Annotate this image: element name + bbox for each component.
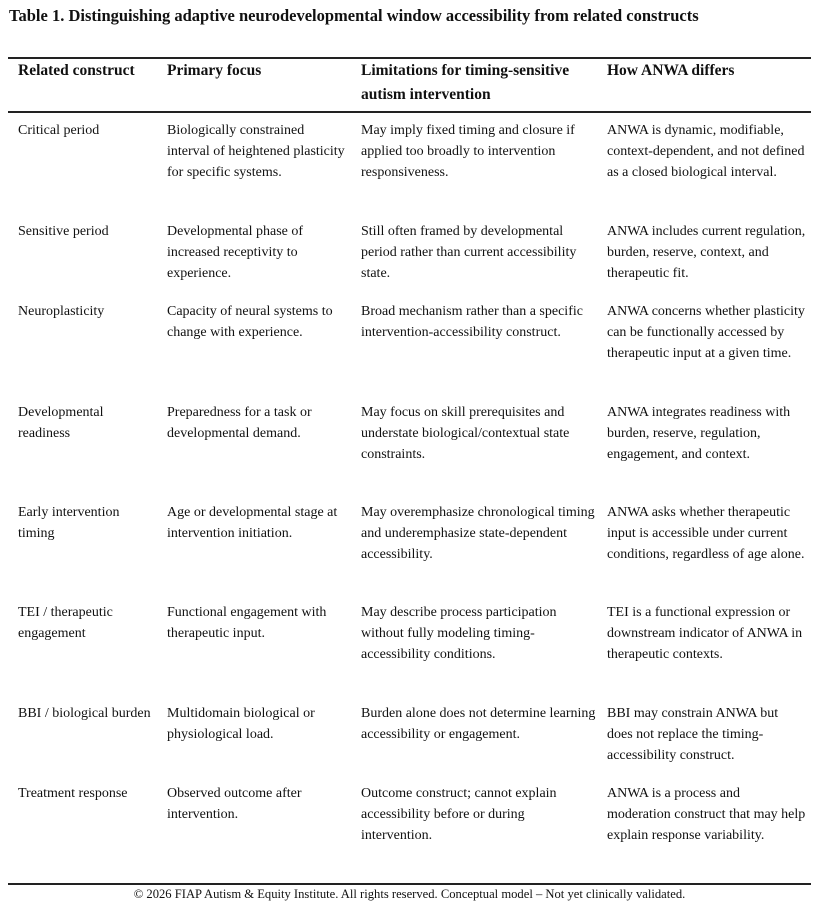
row-8-construct: Treatment response bbox=[18, 786, 128, 801]
row-3-primary-focus: Capacity of neural systems to change with experience. bbox=[167, 304, 333, 340]
row-5-primary-focus: Age or developmental stage at intervention initiation. bbox=[167, 505, 338, 541]
row-5-anwa-differs: ANWA asks whether therapeutic input is accessible under current conditions, regardless of age alone. bbox=[607, 505, 805, 562]
row-5-limitations: May overemphasize chronological timing and underemphasize state-dependent accessibility. bbox=[361, 505, 595, 562]
row-6-anwa-differs: TEI is a functional expression or downstream indicator of ANWA in therapeutic contexts. bbox=[607, 605, 803, 662]
row-3-limitations: Broad mechanism rather than a specific intervention-accessibility construct. bbox=[361, 304, 583, 340]
row-2-construct: Sensitive period bbox=[18, 224, 109, 239]
row-1-primary-focus: Biologically constrained interval of heightened plasticity for specific systems. bbox=[167, 123, 345, 180]
row-1-limitations: May imply fixed timing and closure if applied too broadly to intervention responsiveness. bbox=[361, 123, 575, 180]
row-2-limitations: Still often framed by developmental period rather than current accessibility state. bbox=[361, 224, 577, 281]
row-1-anwa-differs: ANWA is dynamic, modifiable, context-dependent, and not defined as a closed biological interval. bbox=[607, 123, 805, 180]
row-6-primary-focus: Functional engagement with therapeutic input. bbox=[167, 605, 327, 641]
table-title: Table 1. Distinguishing adaptive neurodevelopmental window accessibility from related constructs bbox=[9, 6, 699, 25]
row-3-construct: Neuroplasticity bbox=[18, 304, 105, 319]
row-7-anwa-differs: BBI may constrain ANWA but does not replace the timing-accessibility construct. bbox=[607, 706, 779, 763]
row-1-construct: Critical period bbox=[18, 123, 100, 138]
column-header-primary-focus: Primary focus bbox=[167, 62, 262, 79]
copyright-footer: © 2026 FIAP Autism & Equity Institute. All rights reserved. Conceptual model – Not yet clinically validated. bbox=[133, 887, 686, 901]
row-4-construct: Developmental readiness bbox=[18, 405, 104, 441]
row-8-anwa-differs: ANWA is a process and moderation construct that may help explain response variability. bbox=[607, 786, 806, 843]
column-header-how-anwa-differs: How ANWA differs bbox=[607, 62, 735, 79]
column-header-limitations: Limitations for timing-sensitive autism intervention bbox=[361, 62, 570, 103]
row-7-limitations: Burden alone does not determine learning accessibility or engagement. bbox=[361, 706, 596, 742]
row-8-limitations: Outcome construct; cannot explain accessibility before or during intervention. bbox=[361, 786, 557, 843]
row-6-limitations: May describe process participation without fully modeling timing-accessibility conditions. bbox=[361, 605, 557, 662]
row-7-construct: BBI / biological burden bbox=[18, 706, 151, 721]
row-4-anwa-differs: ANWA integrates readiness with burden, reserve, regulation, engagement, and context. bbox=[607, 405, 791, 462]
row-8-primary-focus: Observed outcome after intervention. bbox=[167, 786, 302, 822]
row-2-primary-focus: Developmental phase of increased receptivity to experience. bbox=[167, 224, 304, 281]
row-2-anwa-differs: ANWA includes current regulation, burden, reserve, context, and therapeutic fit. bbox=[607, 224, 806, 281]
header-rule bbox=[8, 111, 811, 113]
row-5-construct: Early intervention timing bbox=[18, 505, 120, 541]
row-3-anwa-differs: ANWA concerns whether plasticity can be functionally accessed by therapeutic input at a given time. bbox=[607, 304, 805, 361]
row-4-primary-focus: Preparedness for a task or developmental demand. bbox=[167, 405, 312, 441]
row-7-primary-focus: Multidomain biological or physiological load. bbox=[167, 706, 315, 742]
row-6-construct: TEI / therapeutic engagement bbox=[18, 605, 113, 641]
column-header-related-construct: Related construct bbox=[18, 62, 135, 79]
row-4-limitations: May focus on skill prerequisites and understate biological/contextual state constraints. bbox=[361, 405, 570, 462]
